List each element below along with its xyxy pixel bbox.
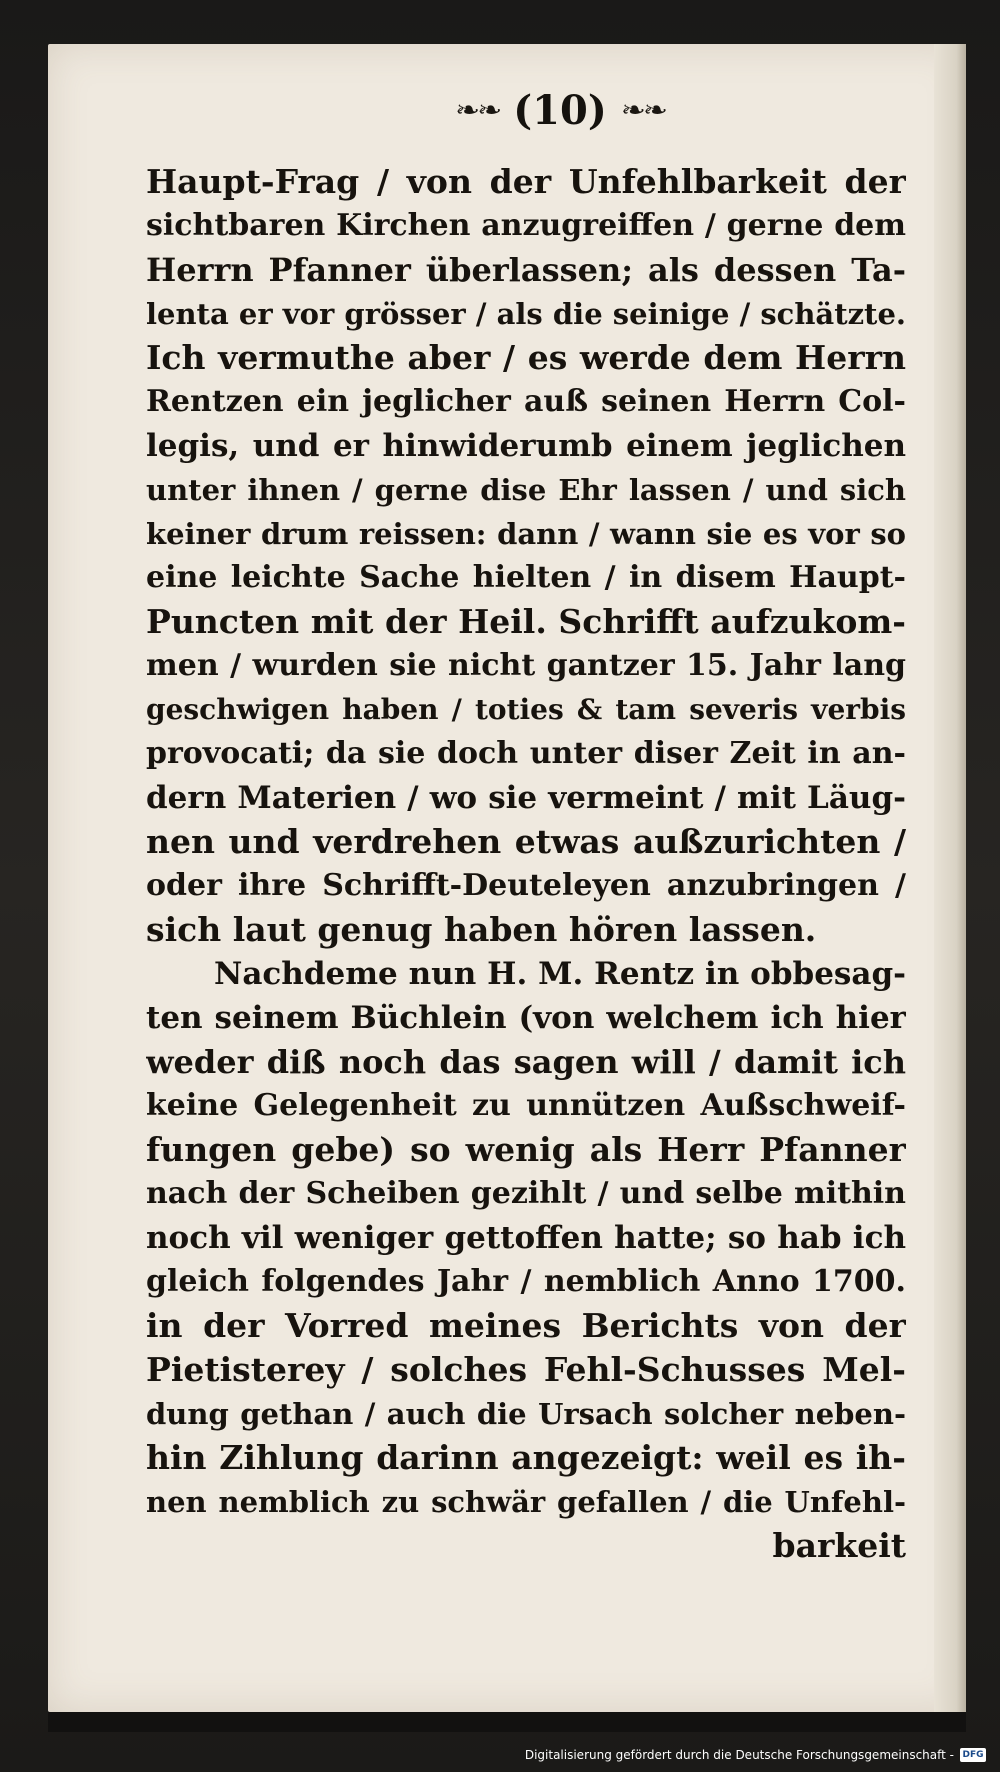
- text-line: nen und verdrehen etwas außzurichten /: [146, 822, 906, 861]
- page-bottom-shadow: [48, 1712, 966, 1732]
- text-line: fungen gebe) so wenig als Herr Pfanner: [146, 1130, 906, 1169]
- text-line: provocati; da sie doch unter diser Zeit in an-: [146, 736, 906, 771]
- body-text: [146, 160, 906, 1568]
- text-line: in der Vorred meines Berichts von der: [146, 1306, 906, 1345]
- text-line: legis, und er hinwiderumb einem jeglichen: [146, 428, 906, 464]
- page-edge: [934, 44, 966, 1712]
- text-line: geschwigen haben / toties & tam severis verbis: [146, 693, 906, 726]
- text-line: nen nemblich zu schwär gefallen / die Unfehl-: [146, 1485, 906, 1519]
- text-line: hin Zihlung darinn angezeigt: weil es ih-: [146, 1438, 906, 1477]
- dfg-logo-icon: DFG: [960, 1748, 986, 1762]
- text-line: men / wurden sie nicht gantzer 15. Jahr lang: [146, 648, 906, 683]
- text-line: dern Materien / wo sie vermeint / mit Läug-: [146, 780, 906, 816]
- text-line: Nachdeme nun H. M. Rentz in obbesag-: [214, 956, 906, 992]
- text-line: eine leichte Sache hielten / in disem Haupt-: [146, 560, 906, 595]
- text-line: Puncten mit der Heil. Schrifft aufzukom-: [146, 602, 906, 641]
- text-line: keiner drum reissen: dann / wann sie es vor so: [146, 517, 906, 551]
- text-line: Pietisterey / solches Fehl-Schusses Mel-: [146, 1350, 906, 1389]
- text-line: Ich vermuthe aber / es werde dem Herrn: [146, 338, 906, 377]
- credit-text: Digitalisierung gefördert durch die Deutsche Forschungsgemeinschaft -: [524, 1748, 954, 1762]
- text-line: ten seinem Büchlein (von welchem ich hier: [146, 1000, 906, 1036]
- text-line: nach der Scheiben gezihlt / und selbe mithin: [146, 1176, 906, 1211]
- text-line: gleich folgendes Jahr / nemblich Anno 1700.: [146, 1264, 906, 1299]
- ornament-left-icon: ❧❧: [454, 96, 500, 124]
- text-line: lenta er vor grösser / als die seinige / schätzte.: [146, 297, 906, 331]
- text-line: unter ihnen / gerne dise Ehr lassen / und sich: [146, 473, 906, 507]
- page-number: (10): [513, 86, 607, 134]
- page-header: [360, 80, 760, 140]
- catchword: barkeit: [772, 1526, 906, 1565]
- text-line: sich laut genug haben hören lassen.: [146, 910, 817, 949]
- text-line: oder ihre Schrifft-Deuteleyen anzubringen /: [146, 868, 906, 903]
- text-line: weder diß noch das sagen will / damit ich: [146, 1043, 906, 1081]
- text-line: sichtbaren Kirchen anzugreiffen / gerne dem: [146, 208, 906, 243]
- text-line: keine Gelegenheit zu unnützen Außschweif-: [146, 1088, 906, 1123]
- text-line: Rentzen ein jeglicher auß seinen Herrn Col-: [146, 384, 906, 419]
- text-line: dung gethan / auch die Ursach solcher neben-: [146, 1397, 906, 1431]
- ornament-right-icon: ❧❧: [620, 96, 666, 124]
- text-line: Haupt-Frag / von der Unfehlbarkeit der: [146, 162, 906, 201]
- digitization-credit: [525, 1744, 986, 1766]
- text-line: noch vil weniger gettoffen hatte; so hab ich: [146, 1220, 906, 1256]
- text-line: Herrn Pfanner überlassen; als dessen Ta-: [146, 251, 906, 289]
